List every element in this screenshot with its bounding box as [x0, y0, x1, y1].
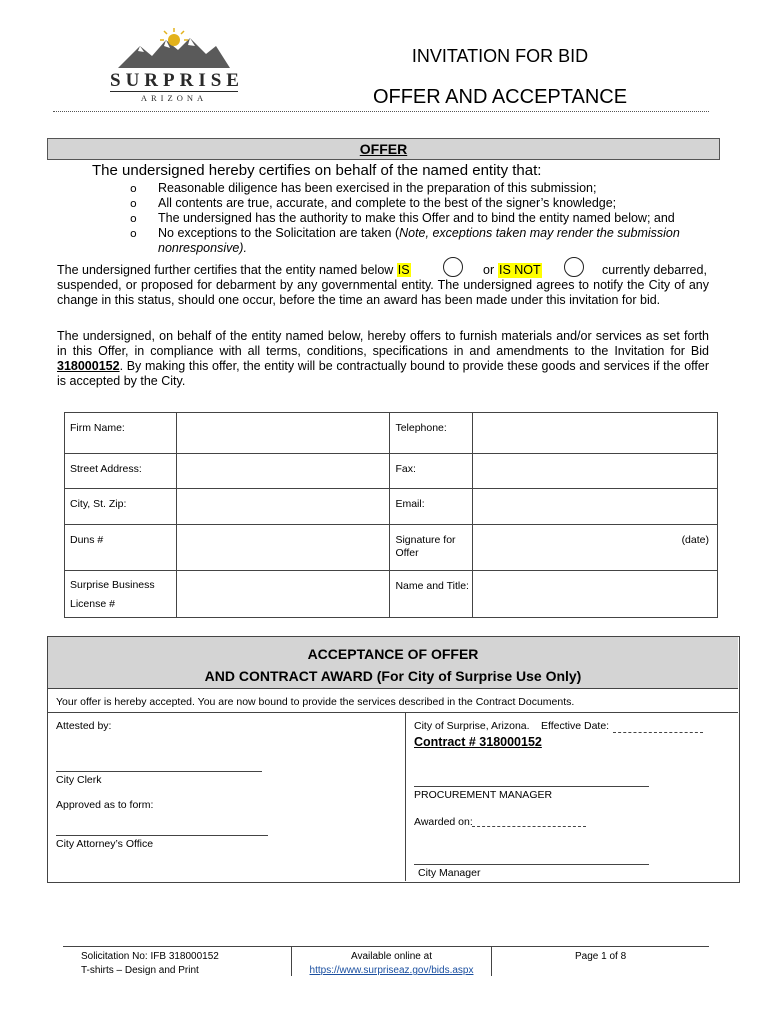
email-label-cell: Email: — [390, 489, 473, 525]
document-subtitle: OFFER AND ACCEPTANCE — [372, 86, 628, 108]
city-clerk-label: City Clerk — [56, 774, 102, 786]
footer-availability: Available online at https://www.surpriseaz.gov/bids.aspx — [292, 950, 491, 978]
street-address-label-cell: Street Address: — [65, 454, 177, 489]
city-st-zip-label-cell: City, St. Zip: — [65, 489, 177, 525]
bullet-circle-icon: o — [130, 197, 137, 210]
is-not-radio[interactable] — [564, 257, 584, 277]
bids-url-link[interactable]: https://www.surpriseaz.gov/bids.aspx — [309, 965, 474, 976]
document-title: INVITATION FOR BID — [411, 46, 589, 66]
is-radio[interactable] — [443, 257, 463, 277]
footer-solicitation: Solicitation No: IFB 318000152 T-shirts – Design and Print — [81, 951, 219, 976]
fax-label-cell: Fax: — [390, 454, 473, 489]
is-not-label: IS NOT — [499, 263, 541, 277]
attested-by-label: Attested by: — [56, 720, 112, 732]
city-clerk-signature-line[interactable] — [56, 771, 262, 772]
acceptance-divider — [48, 712, 738, 713]
offer-heading-bar — [47, 138, 720, 160]
footer-divider — [63, 946, 709, 947]
accepted-statement: Your offer is hereby accepted. You are now bound to provide the services described in the Contract Documents. — [56, 696, 575, 708]
city-attorney-label: City Attorney’s Office — [56, 838, 154, 850]
header-divider — [53, 111, 709, 112]
procurement-manager-label: PROCUREMENT MANAGER — [414, 789, 553, 801]
date-label: (date) — [681, 534, 709, 546]
email-field[interactable] — [473, 489, 718, 525]
awarded-on-label: Awarded on: — [414, 816, 473, 828]
name-title-label-cell: Name and Title: — [390, 571, 473, 618]
logo-wordmark: SURPRISE — [110, 70, 244, 91]
awarded-on-field[interactable] — [472, 826, 586, 827]
contract-number: Contract # 318000152 — [414, 735, 542, 749]
offer-paragraph: The undersigned, on behalf of the entity named below, hereby offers to furnish materials and/or services as set forth in this Offer, in compliance with all terms, conditions, specifications in and amendments to the Invitation for Bid 318000152. By making this offer, the entity will be contractually bound to provide these goods and services if the offer is accepted by the City. — [57, 329, 709, 388]
page-number: Page 1 of 8 — [575, 951, 627, 962]
bullet-circle-icon: o — [130, 227, 137, 240]
firm-name-field[interactable] — [176, 413, 390, 454]
list-item: o No exceptions to the Solicitation are taken (Note, exceptions taken may render the submission nonresponsive). — [130, 226, 680, 255]
approved-as-to-form-label: Approved as to form: — [56, 799, 154, 811]
signature-label-cell: Signature for Offer — [390, 525, 473, 571]
business-license-label-cell: Surprise Business License # — [65, 571, 177, 618]
footer-separator-right — [491, 946, 492, 976]
acceptance-subheading: AND CONTRACT AWARD (For City of Surprise Use Only) — [204, 668, 582, 684]
telephone-field[interactable] — [473, 413, 718, 454]
logo-subtitle: ARIZONA — [110, 91, 238, 103]
city-attorney-signature-line[interactable] — [56, 835, 268, 836]
telephone-label-cell: Telephone: — [390, 413, 473, 454]
firm-name-label-cell: Firm Name: — [65, 413, 177, 454]
duns-label-cell: Duns # — [65, 525, 177, 571]
business-license-field[interactable] — [176, 571, 390, 618]
offer-heading: OFFER — [359, 141, 408, 157]
signature-field[interactable] — [473, 525, 718, 571]
debarred-text: currently debarred, — [602, 263, 707, 277]
city-st-zip-field[interactable] — [176, 489, 390, 525]
street-address-field[interactable] — [176, 454, 390, 489]
duns-field[interactable] — [176, 525, 390, 571]
city-of-surprise-label: City of Surprise, Arizona. — [414, 720, 530, 732]
acceptance-heading-bar — [48, 637, 738, 689]
list-item: o Reasonable diligence has been exercised in the preparation of this submission; — [130, 181, 597, 195]
bullet-circle-icon: o — [130, 182, 137, 195]
certification-list — [130, 181, 690, 256]
city-manager-signature-line[interactable] — [414, 864, 649, 865]
name-title-field[interactable] — [473, 571, 718, 618]
city-manager-label: City Manager — [418, 867, 481, 879]
or-label: or — [483, 263, 495, 277]
offeror-form — [64, 412, 718, 618]
list-item: o All contents are true, accurate, and complete to the best of the signer’s knowledge; — [130, 196, 617, 210]
effective-date-field[interactable] — [613, 732, 703, 733]
acceptance-heading: ACCEPTANCE OF OFFER — [307, 646, 479, 662]
bid-number: 318000152 — [57, 359, 120, 373]
effective-date-label: Effective Date: — [541, 720, 610, 732]
acceptance-column-divider — [405, 712, 406, 881]
mountain-sun-logo-icon — [118, 28, 230, 70]
bullet-circle-icon: o — [130, 212, 137, 225]
fax-field[interactable] — [473, 454, 718, 489]
list-item: o The undersigned has the authority to make this Offer and to bind the entity named below; and — [130, 211, 675, 225]
is-label: IS — [397, 263, 410, 277]
procurement-manager-signature-line[interactable] — [414, 786, 649, 787]
debarment-certification: The undersigned further certifies that the entity named below IS or IS NOT currently debarred, suspended, or proposed for debarment by any governmental entity. The undersigned agrees to notify the City of any change in this status, should one occur, before the time an award has been made under this invitation for bid. — [57, 263, 709, 308]
offer-intro: The undersigned hereby certifies on behalf of the named entity that: — [92, 162, 542, 179]
